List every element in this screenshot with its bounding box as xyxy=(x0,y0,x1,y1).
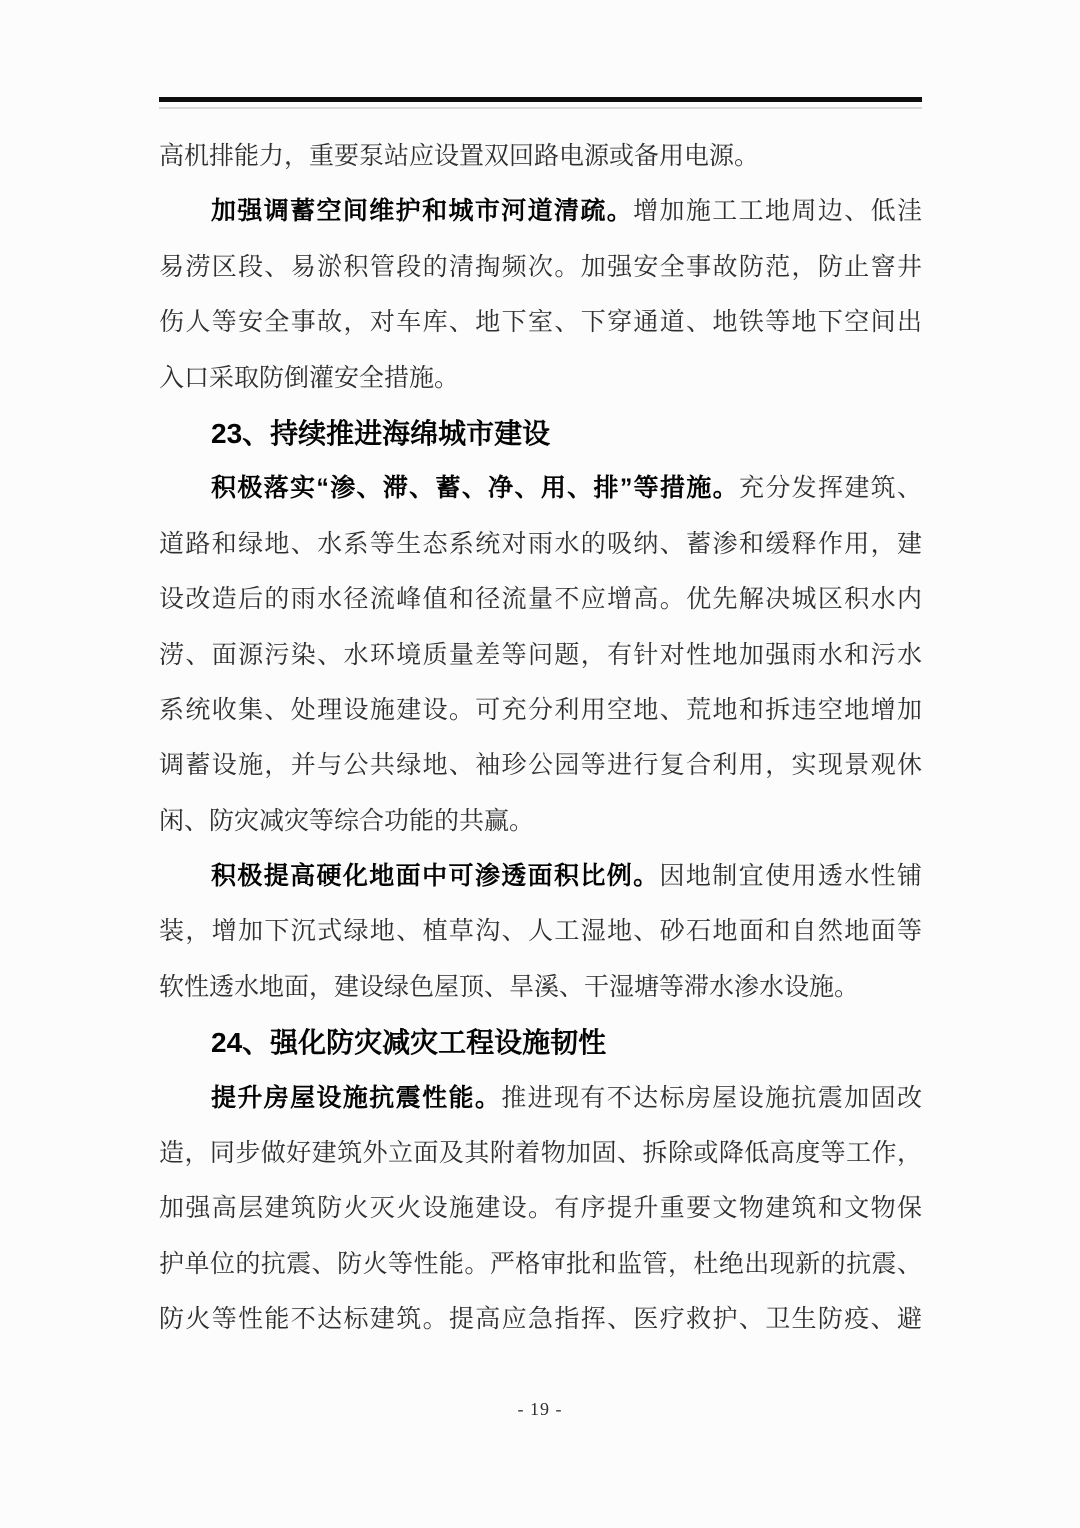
header-rule xyxy=(159,97,922,102)
text-segment: 充分发挥建筑、 xyxy=(738,475,922,503)
text-segment: 易涝区段、易淤积管段的清掏频次。加强安全事故防范，防止窨井 xyxy=(159,253,922,281)
body-line xyxy=(159,1237,922,1292)
text-segment: 加强高层建筑防火灭火设施建设。有序提升重要文物建筑和文物保 xyxy=(159,1195,922,1223)
body-line xyxy=(159,1292,922,1347)
body-line xyxy=(159,960,922,1015)
body-line xyxy=(159,1071,922,1126)
text-segment: 装，增加下沉式绿地、植草沟、人工湿地、砂石地面和自然地面等 xyxy=(159,918,922,946)
body-line xyxy=(159,351,922,406)
body-line xyxy=(159,794,922,849)
body-line xyxy=(159,1126,922,1181)
text-segment: 推进现有不达标房屋设施抗震加固改 xyxy=(501,1084,922,1112)
text-segment: 闲、防灾减灾等综合功能的共赢。 xyxy=(159,807,535,835)
text-segment: 道路和绿地、水系等生态系统对雨水的吸纳、蓄渗和缓释作用，建 xyxy=(159,530,922,558)
text-segment: 护单位的抗震、防火等性能。严格审批和监管，杜绝出现新的抗震、 xyxy=(159,1250,922,1278)
text-segment: 设改造后的雨水径流峰值和径流量不应增高。优先解决城区积水内 xyxy=(159,586,922,614)
bold-text-segment: 积极提高硬化地面中可渗透面积比例。 xyxy=(211,862,660,891)
body-line xyxy=(159,572,922,627)
body-line xyxy=(159,240,922,295)
bold-text-segment: 24、强化防灾减灾工程设施韧性 xyxy=(211,1027,607,1059)
body-line xyxy=(159,517,922,572)
bold-text-segment: 积极落实“渗、滞、蓄、净、用、排”等措施。 xyxy=(211,474,739,503)
body-line xyxy=(159,628,922,683)
text-segment: 涝、面源污染、水环境质量差等问题，有针对性地加强雨水和污水 xyxy=(159,641,922,669)
text-segment: 高机排能力，重要泵站应设置双回路电源或备用电源。 xyxy=(159,143,760,170)
text-segment: 因地制宜使用透水性铺 xyxy=(659,863,922,891)
text-segment: 系统收集、处理设施建设。可充分利用空地、荒地和拆违空地增加 xyxy=(159,696,922,724)
text-segment: 造，同步做好建筑外立面及其附着物加固、拆除或降低高度等工作， xyxy=(159,1140,922,1168)
body-line xyxy=(159,683,922,738)
section-heading xyxy=(159,406,922,461)
document-body xyxy=(159,129,922,1348)
page-number: - 19 - xyxy=(517,1399,563,1419)
body-line xyxy=(159,904,922,959)
body-line xyxy=(159,738,922,793)
text-segment: 软性透水地面，建设绿色屋顶、旱溪、干湿塘等滞水渗水设施。 xyxy=(159,973,860,1001)
body-line xyxy=(159,1181,922,1236)
body-line xyxy=(159,295,922,350)
text-segment: 入口采取防倒灌安全措施。 xyxy=(159,364,460,392)
text-segment: 增加施工工地周边、低洼 xyxy=(633,198,922,226)
body-line xyxy=(159,461,922,516)
bold-text-segment: 提升房屋设施抗震性能。 xyxy=(211,1083,502,1112)
text-segment: 防火等性能不达标建筑。提高应急指挥、医疗救护、卫生防疫、避 xyxy=(159,1306,922,1334)
body-line xyxy=(159,129,922,184)
text-segment: 伤人等安全事故，对车库、地下室、下穿通道、地铁等地下空间出 xyxy=(159,309,922,337)
header-rule-shadow xyxy=(159,107,922,109)
text-segment: 调蓄设施，并与公共绿地、袖珍公园等进行复合利用，实现景观休 xyxy=(159,752,922,780)
body-line xyxy=(159,184,922,239)
bold-text-segment: 加强调蓄空间维护和城市河道清疏。 xyxy=(211,197,634,226)
body-line xyxy=(159,849,922,904)
section-heading xyxy=(159,1015,922,1070)
bold-text-segment: 23、持续推进海绵城市建设 xyxy=(211,417,551,449)
